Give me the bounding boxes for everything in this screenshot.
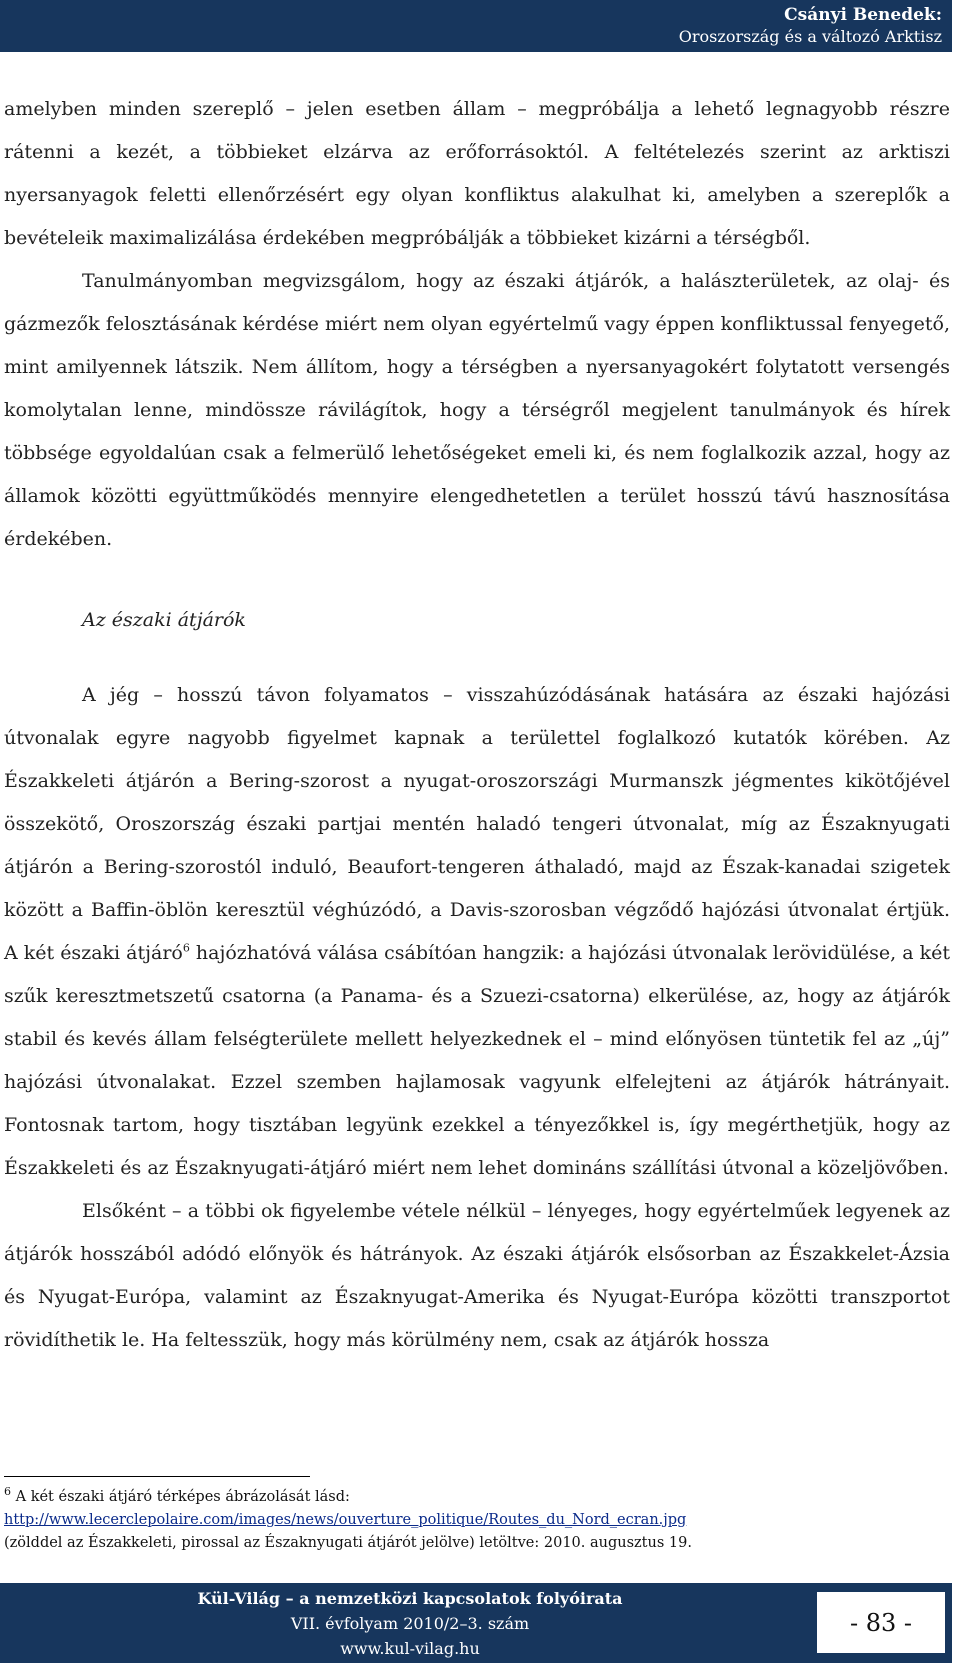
paragraph-4: Elsőként – a többi ok figyelembe vétele nélkül – lényeges, hogy egyértelműek legyenek az átjárók hosszából adódó előnyök és hátrányok. Az északi átjárók elsősorban az Északkelet-Ázsia és Nyugat-Európa, valamint az Északnyugat-Amerika és Nyugat-Európa közötti transzportot rövidíthetik le. Ha feltesszük, hogy más körülmény nem, csak az átjárók hossza xyxy=(4,1200,950,1351)
footnote-link[interactable]: http://www.lecerclepolaire.com/images/news/ouverture_politique/Routes_du_Nord_ecran.jpg xyxy=(4,1512,687,1528)
footer-info xyxy=(150,1586,670,1661)
section-heading: Az északi átjárók xyxy=(82,609,246,631)
footnote-divider xyxy=(4,1476,310,1477)
footer-journal: Kül-Világ – a nemzetközi kapcsolatok folyóirata xyxy=(197,1589,623,1608)
footnote-line-1 xyxy=(4,1486,950,1509)
article-body xyxy=(4,88,950,1362)
footer-band xyxy=(0,1583,952,1663)
footnote-number: 6 xyxy=(4,1485,11,1499)
footnote-ref[interactable]: 6 xyxy=(182,941,190,955)
footer-website[interactable]: www.kul-vilag.hu xyxy=(340,1639,480,1658)
paragraph-1: amelyben minden szereplő – jelen esetben állam – megpróbálja a lehető legnagyobb részre rátenni a kezét, a többieket elzárva az erőforrásoktól. A feltételezés szerint az arktiszi nyersanyagok feletti ellenőrzésért egy olyan konfliktus alakulhat ki, amelyben a szereplők a bevételeik maximalizálása érdekében megpróbálják a többieket kizárni a térségből. xyxy=(4,98,950,249)
header-author: Csányi Benedek: xyxy=(784,5,942,25)
header-title: Oroszország és a változó Arktisz xyxy=(678,27,942,46)
running-header xyxy=(0,0,952,52)
paragraph-3-part-b: hajózhatóvá válása csábítóan hangzik: a hajózási útvonalak lerövidülése, a két szűk keresztmetszetű csatorna (a Panama- és a Szuezi-csatorna) elkerülése, az, hogy az átjárók stabil és kevés állam felségterülete mellett helyezkednek el – mind előnyösen tüntetik fel az „új” hajózási útvonalakat. Ezzel szemben hajlamosak vagyunk elfelejteni az átjárók hátrányait. Fontosnak tartom, hogy tisztában legyünk ezekkel a tényezőkkel is, így megérthetjük, hogy az Északkeleti és az Északnyugati-átjáró miért nem lehet domináns szállítási útvonal a közeljövőben. xyxy=(4,942,951,1179)
footnote-text: A két északi átjáró térképes ábrázolását lásd: xyxy=(11,1489,350,1505)
paragraph-3 xyxy=(4,674,950,1190)
paragraph-2: Tanulmányomban megvizsgálom, hogy az északi átjárók, a halászterületek, az olaj- és gázmezők felosztásának kérdése miért nem olyan egyértelmű vagy éppen konfliktussal fenyegető, mint amilyennek látszik. Nem állítom, hogy a térségben a nyersanyagokért folytatott versengés komolytalan lenne, mindössze rávilágítok, hogy a térségről megjelent tanulmányok és hírek többsége egyoldalúan csak a felmerülő lehetőségeket emeli ki, és nem foglalkozik azzal, hogy az államok közötti együttműködés mennyire elengedhetetlen a terület hosszú távú hasznosítása érdekében. xyxy=(4,270,950,550)
footnote xyxy=(4,1486,950,1555)
footnote-line-3: (zölddel az Északkeleti, pirossal az Északnyugati átjárót jelölve) letöltve: 2010. augusztus 19. xyxy=(4,1535,692,1551)
page-number: - 83 - xyxy=(816,1591,946,1654)
footer-issue: VII. évfolyam 2010/2–3. szám xyxy=(290,1614,530,1633)
paragraph-3-part-a: A jég – hosszú távon folyamatos – visszahúzódásának hatására az északi hajózási útvonalak egyre nagyobb figyelmet kapnak a területtel foglalkozó kutatók körében. Az Északkeleti átjárón a Bering-szorost a nyugat-oroszországi Murmanszk jégmentes kikötőjével összekötő, Oroszország északi partjai mentén haladó tengeri útvonalat, míg az Északnyugati átjárón a Bering-szorostól induló, Beaufort-tengeren áthaladó, majd az Észak-kanadai szigetek között a Baffin-öblön keresztül véghúzódó, a Davis-szorosban végződő hajózási útvonalat értjük. A két északi átjáró xyxy=(4,684,950,964)
